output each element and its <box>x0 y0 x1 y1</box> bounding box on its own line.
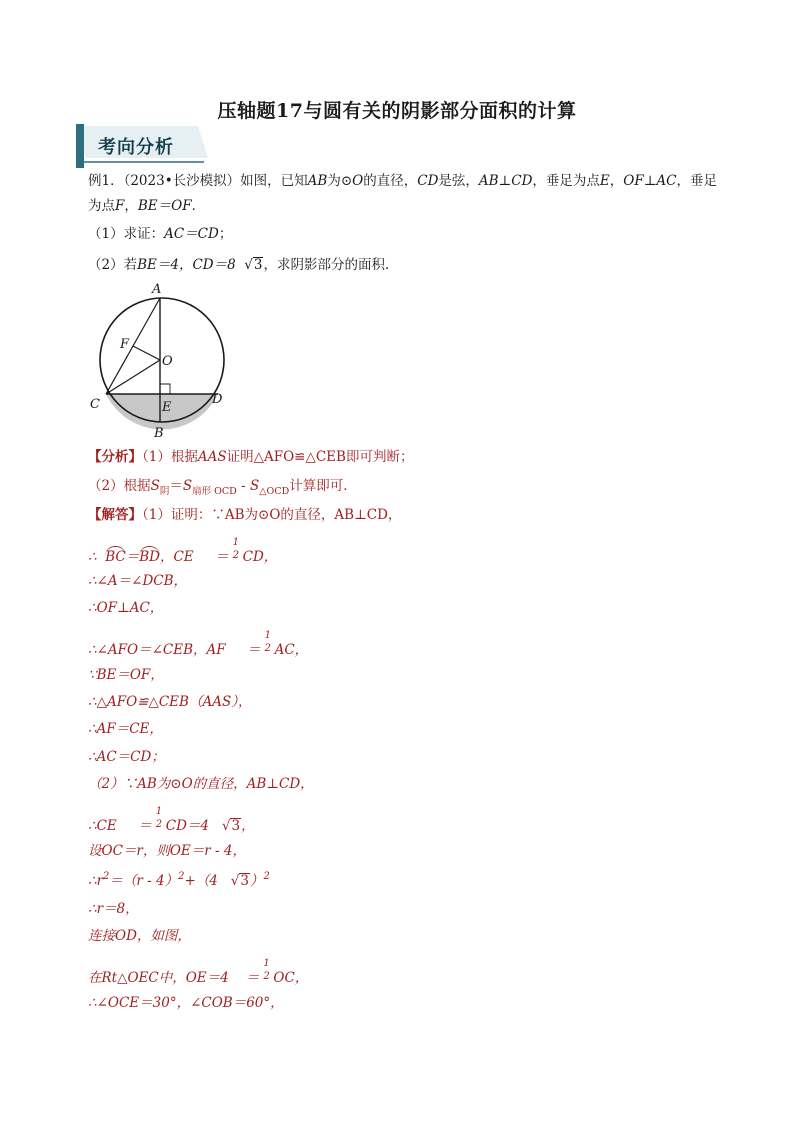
right-angle-e <box>160 384 170 394</box>
label-e: E <box>162 400 172 415</box>
solution-line-8: ∴AF＝CE， <box>88 721 163 737</box>
analysis-line-2: （2）根据$S_阴=S_{扇形 OCD} - S_{\triangle OCD}$计算即可． <box>88 478 357 497</box>
solution-line-9: ∴AC＝CD； <box>88 749 165 765</box>
label-d: D <box>212 392 223 407</box>
segment-of <box>133 346 160 360</box>
label-o: O <box>162 354 173 369</box>
solution-line-3: ∴∠A＝∠DCB， <box>88 573 188 589</box>
example-question-2: （2）若BE＝4，CD＝8 √3，求阴影部分的面积． <box>88 257 399 273</box>
solution-line-2: ∴ BC＝BD，CE ＝ 1 2 CD， <box>88 537 278 565</box>
solution-line-1: 【解答】（1）证明：∵AB为⊙O的直径，AB⊥CD， <box>88 507 402 523</box>
solution-line-5: ∴∠AFO＝∠CEB，AF ＝ 1 2 AC， <box>88 630 309 658</box>
solution-line-4: ∴OF⊥AC， <box>88 600 164 616</box>
solution-line-17: ∴∠OCE＝30°，∠COB＝60°， <box>88 995 284 1011</box>
label-f: F <box>120 337 130 352</box>
segment-oc <box>106 360 160 394</box>
label-a: A <box>152 282 162 297</box>
example-line-2: 为点F，BE＝OF． <box>88 198 206 214</box>
solution-line-14: ∴r＝8， <box>88 901 139 917</box>
analysis-line-1: 【分析】（1）根据AAS证明△AFO≌△CEB即可判断； <box>88 449 414 465</box>
solution-line-6: ∵BE＝OF， <box>88 667 164 683</box>
solution-line-10: （2）∵AB为⊙O的直径，AB⊥CD， <box>88 776 314 792</box>
geometry-figure <box>84 280 244 440</box>
solution-line-11: ∴CE ＝ 1 2 CD＝4 √3， <box>88 806 255 834</box>
section-banner-label: 考向分析 <box>98 137 174 158</box>
page-title: 压轴题17与圆有关的阴影部分面积的计算 <box>217 100 577 122</box>
solution-line-16: 在Rt△OEC中，OE＝4 ＝ 1 2 OC， <box>88 958 309 986</box>
solution-line-12: 设OC＝r，则OE＝r - 4， <box>88 843 246 859</box>
label-c: C <box>90 397 100 412</box>
example-question-1: （1）求证：AC＝CD； <box>88 226 233 242</box>
label-b: B <box>154 426 164 440</box>
solution-line-13: $\therefore r^2=(r - 4)^2+(4$ √3）$^2$ <box>88 871 270 889</box>
example-line-1: 例1．（2023•长沙模拟）如图，已知AB为⊙O的直径，CD是弦，AB⊥CD，垂足为点E，OF⊥AC，垂足 <box>88 173 717 189</box>
solution-line-7: ∴△AFO≌△CEB（AAS）， <box>88 694 252 710</box>
solution-line-15: 连接OD，如图， <box>88 928 191 944</box>
